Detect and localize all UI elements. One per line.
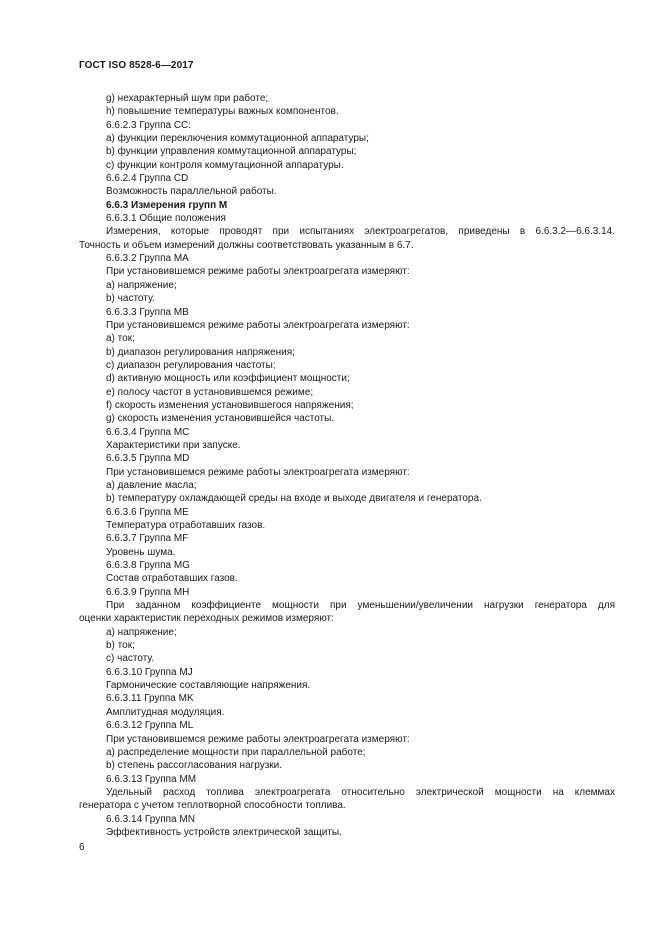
- text-line: Удельный расход топлива электроагрегата относительно электрической мощности на клеммах: [106, 786, 615, 798]
- text-line: Амплитудная модуляция.: [106, 706, 225, 718]
- text-line: f) скорость изменения установившегося напряжения;: [106, 399, 354, 411]
- text-line: a) напряжение;: [106, 279, 177, 291]
- text-line: b) частоту.: [106, 293, 155, 305]
- text-line: a) давление масла;: [106, 479, 197, 491]
- text-line: Эффективность устройств электрической защиты.: [106, 826, 342, 838]
- text-line: b) функции управления коммутационной аппаратуры;: [106, 146, 357, 158]
- text-line: 6.6.3.7 Группа MF: [106, 533, 189, 545]
- text-line: Точность и объем измерений должны соответствовать указанным в 6.7.: [79, 239, 414, 251]
- text-line: 6.6.3.8 Группа MG: [106, 560, 190, 572]
- text-line: 6.6.2.3 Группа CC:: [106, 119, 192, 131]
- text-line: 6.6.3.4 Группа MC: [106, 426, 190, 438]
- text-line: При заданном коэффициенте мощности при уменьшении/увеличении нагрузки генератора для: [106, 600, 615, 612]
- document-header: ГОСТ ISO 8528-6—2017: [79, 60, 194, 71]
- text-line: 6.6.3 Измерения групп M: [106, 199, 228, 211]
- text-line: 6.6.3.14 Группа MN: [106, 813, 195, 825]
- text-line: 6.6.3.3 Группа MB: [106, 306, 189, 318]
- text-line: g) нехарактерный шум при работе;: [106, 93, 269, 104]
- text-line: a) ток;: [106, 333, 135, 345]
- text-line: Состав отработавших газов.: [106, 573, 238, 585]
- text-line: c) функции контроля коммутационной аппаратуры.: [106, 159, 344, 171]
- text-line: оценки характеристик переходных режимов измеряют:: [79, 613, 334, 625]
- text-line: Уровень шума.: [106, 546, 176, 558]
- text-line: Характеристики при запуске.: [106, 439, 241, 451]
- text-line: Температура отработавших газов.: [106, 520, 266, 531]
- text-line: a) напряжение;: [106, 626, 177, 638]
- text-line: 6.6.3.5 Группа MD: [106, 453, 190, 465]
- text-line: c) частоту.: [106, 653, 155, 665]
- document-body: [79, 92, 615, 839]
- text-line: 6.6.3.6 Группа ME: [106, 506, 189, 518]
- text-line: c) диапазон регулирования частоты;: [106, 359, 276, 371]
- text-line: 6.6.3.9 Группа MH: [106, 586, 190, 598]
- text-line: 6.6.3.11 Группа MK: [106, 693, 194, 705]
- text-line: При установившемся режиме работы электроагрегата измеряют:: [106, 319, 410, 331]
- text-line: h) повышение температуры важных компонентов.: [106, 106, 339, 118]
- text-line: Гармонические составляющие напряжения.: [106, 680, 311, 692]
- text-line: e) полосу частот в установившемся режиме;: [106, 386, 314, 398]
- text-line: b) ток;: [106, 640, 135, 652]
- text-line: a) распределение мощности при параллельной работе;: [106, 746, 366, 758]
- text-line: g) скорость изменения установившейся частоты.: [106, 413, 335, 425]
- text-line: 6.6.3.1 Общие положения: [106, 213, 226, 225]
- text-line: 6.6.3.12 Группа ML: [106, 720, 194, 732]
- text-line: 6.6.3.10 Группа MJ: [106, 666, 193, 678]
- text-line: d) активную мощность или коэффициент мощности;: [106, 373, 350, 385]
- text-line: При установившемся режиме работы электроагрегата измеряют:: [106, 733, 410, 745]
- text-line: 6.6.3.13 Группа MM: [106, 773, 197, 785]
- page-number: 6: [79, 842, 85, 853]
- text-line: a) функции переключения коммутационной аппаратуры;: [106, 133, 369, 145]
- text-line: генератора с учетом теплотворной способности топлива.: [79, 800, 346, 812]
- text-line: b) степень рассогласования нагрузки.: [106, 760, 283, 772]
- text-line: b) диапазон регулирования напряжения;: [106, 346, 295, 358]
- text-line: 6.6.3.2 Группа MA: [106, 253, 189, 265]
- text-line: При установившемся режиме работы электроагрегата измеряют:: [106, 466, 410, 478]
- text-line: При установившемся режиме работы электроагрегата измеряют:: [106, 266, 410, 278]
- text-line: Возможность параллельной работы.: [106, 186, 277, 198]
- text-line: Измерения, которые проводят при испытаниях электроагрегатов, приведены в 6.6.3.2—6.6.3.14.: [106, 226, 615, 238]
- text-line: b) температуру охлаждающей среды на входе и выходе двигателя и генератора.: [106, 493, 482, 505]
- text-line: 6.6.2.4 Группа CD: [106, 173, 189, 185]
